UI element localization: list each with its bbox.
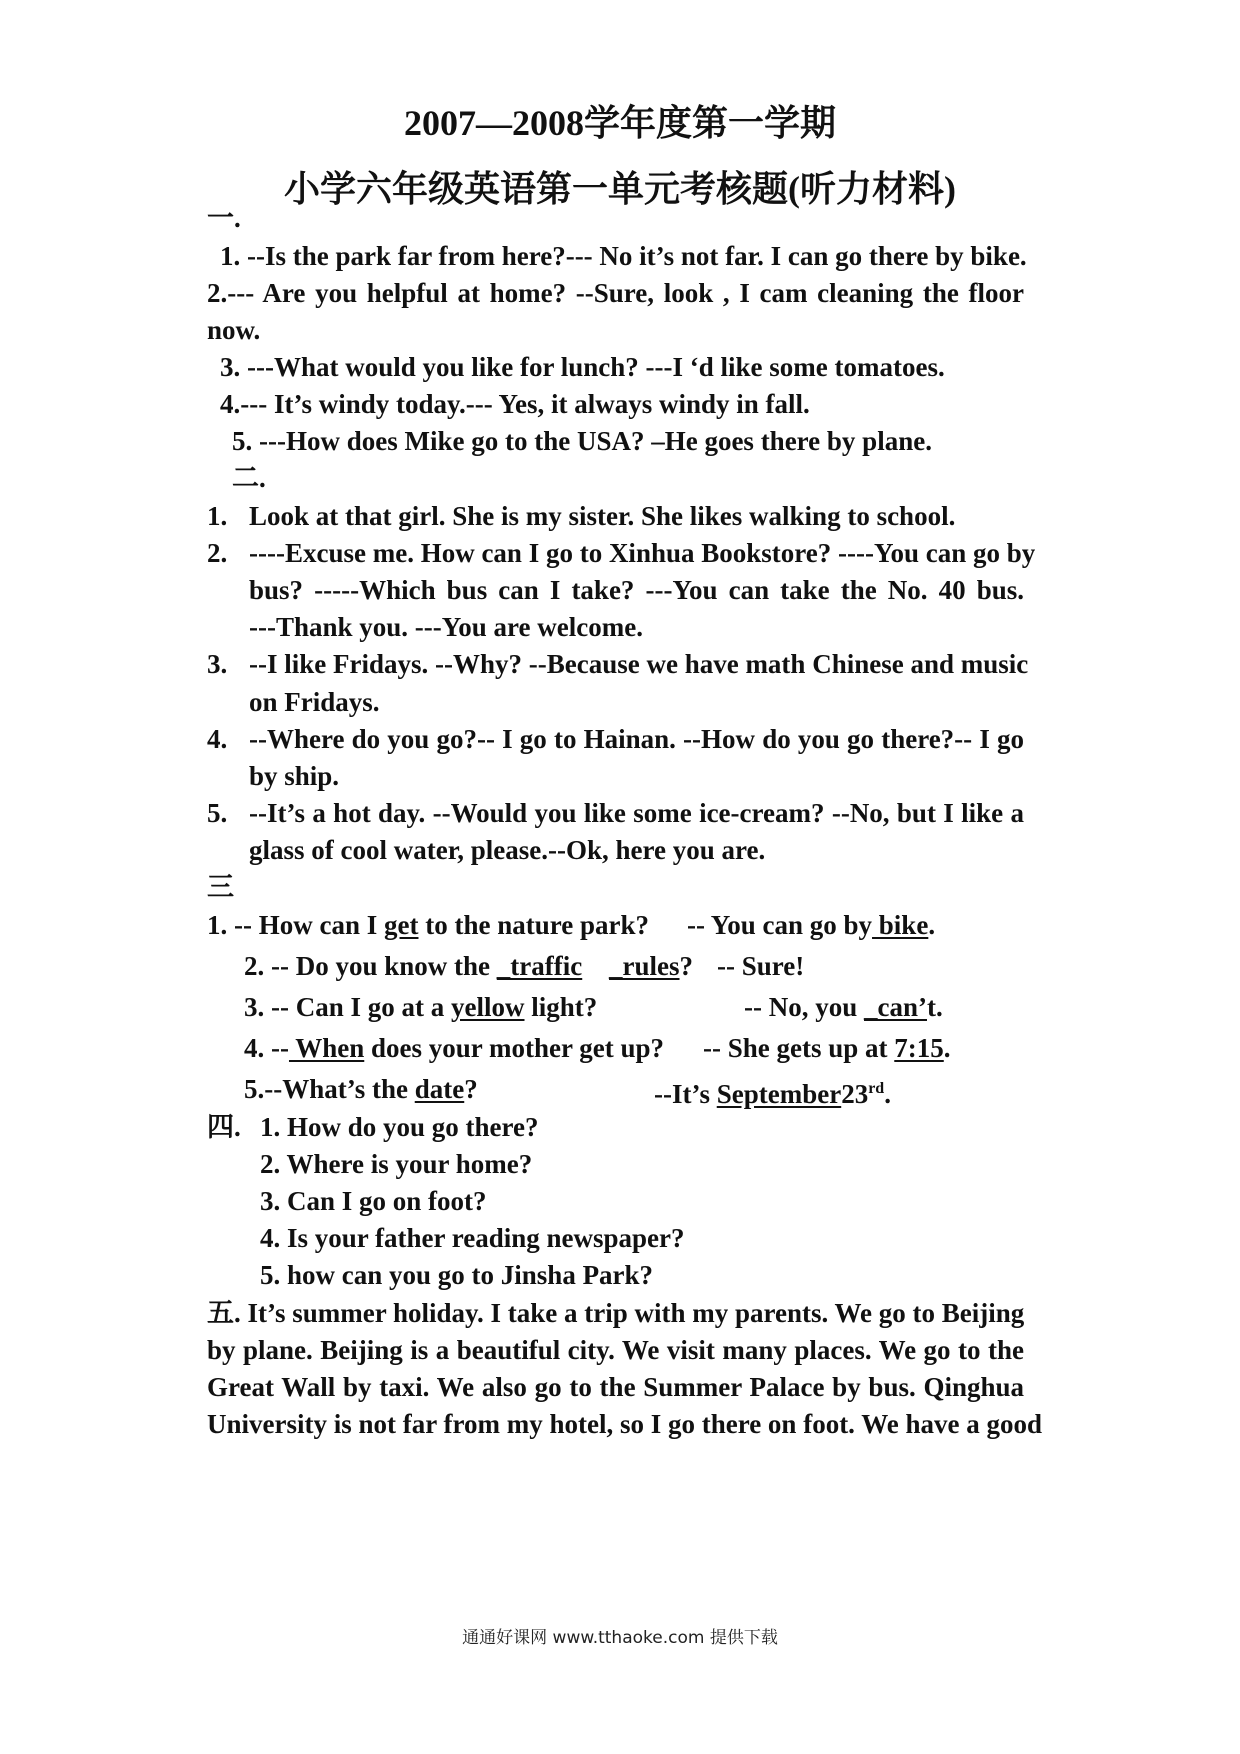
s2-item-4-line-2: by ship. [249,761,340,791]
s2-item-2-line-3: ---Thank you. ---You are welcome. [249,612,643,642]
page-title: 2007—2008学年度第一学期 [403,103,836,143]
s1-item-4: 4.--- It’s windy today.--- Yes, it always windy in fall. [220,389,810,419]
section-2-marker: 二. [232,463,266,493]
s3-q2-question-end: _rules? [609,951,693,981]
s2-item-5-number: 5. [207,798,228,828]
s4-item-1: 1. How do you go there? [260,1112,539,1142]
s5-line-1: 五. It’s summer holiday. I take a trip with my parents. We go to Beijing [207,1298,1025,1328]
s1-item-2-cont: now. [207,315,261,345]
s4-item-3: 3. Can I go on foot? [260,1186,487,1216]
s5-line-3: Great Wall by taxi. We also go to the Summer Palace by bus. Qinghua [207,1372,1024,1402]
s5-line-2: by plane. Beijing is a beautiful city. We visit many places. We go to the [207,1335,1024,1365]
s2-item-5-line-1: --It’s a hot day. --Would you like some ice-cream? --No, but I like a [249,798,1024,828]
s2-item-1-line-1: Look at that girl. She is my sister. She likes walking to school. [249,501,956,531]
s3-q1-question: 1. -- How can I get to the nature park? [207,910,649,940]
s3-q1-answer: -- You can go by bike. [687,910,936,940]
s2-item-1-number: 1. [207,501,228,531]
page-footer: 通通好课网 www.tthaoke.com 提供下载 [462,1628,778,1648]
s2-item-4-line-1: --Where do you go?-- I go to Hainan. --How do you go there?-- I go [249,724,1024,754]
s2-item-2-line-2: bus? -----Which bus can I take? ---You can take the No. 40 bus. [249,575,1024,605]
s3-q4-question: 4. -- When does your mother get up? [244,1033,665,1063]
s3-q2-question: 2. -- Do you know the _traffic [244,951,583,981]
s2-item-3-line-1: --I like Fridays. --Why? --Because we have math Chinese and music [249,649,1029,679]
s3-q4-answer: -- She gets up at 7:15. [703,1033,951,1063]
s2-item-2-number: 2. [207,538,228,568]
s2-item-2-line-1: ----Excuse me. How can I go to Xinhua Bookstore? ----You can go by [249,538,1036,568]
section-1-marker: 一. [207,203,241,233]
s3-q3-question: 3. -- Can I go at a yellow light? [244,992,598,1022]
s1-item-3: 3. ---What would you like for lunch? ---I ‘d like some tomatoes. [220,352,945,382]
page-subtitle: 小学六年级英语第一单元考核题(听力材料) [284,169,956,209]
s4-item-5: 5. how can you go to Jinsha Park? [260,1260,654,1290]
s2-item-3-number: 3. [207,649,228,679]
s4-item-4: 4. Is your father reading newspaper? [260,1223,685,1253]
section-3-marker: 三 [207,872,234,902]
s1-item-2: 2.--- Are you helpful at home? --Sure, look , I cam cleaning the floor [207,278,1024,308]
s1-item-5: 5. ---How does Mike go to the USA? –He goes there by plane. [232,426,932,456]
s3-q3-answer: -- No, you _can’t. [744,992,943,1022]
s2-item-4-number: 4. [207,724,228,754]
s3-q5-question: 5.--What’s the date? [244,1074,478,1104]
s1-item-1: 1. --Is the park far from here?--- No it’s not far. I can go there by bike. [220,241,1027,271]
section-4-marker: 四. [207,1112,241,1142]
s4-item-2: 2. Where is your home? [260,1149,533,1179]
s2-item-3-line-2: on Fridays. [249,687,380,717]
s5-line-4: University is not far from my hotel, so I go there on foot. We have a good [207,1409,1042,1439]
s2-item-5-line-2: glass of cool water, please.--Ok, here you are. [249,835,766,865]
s3-q5-answer: --It’s September23rd. [654,1079,891,1109]
s3-q2-answer: -- Sure! [717,951,805,981]
